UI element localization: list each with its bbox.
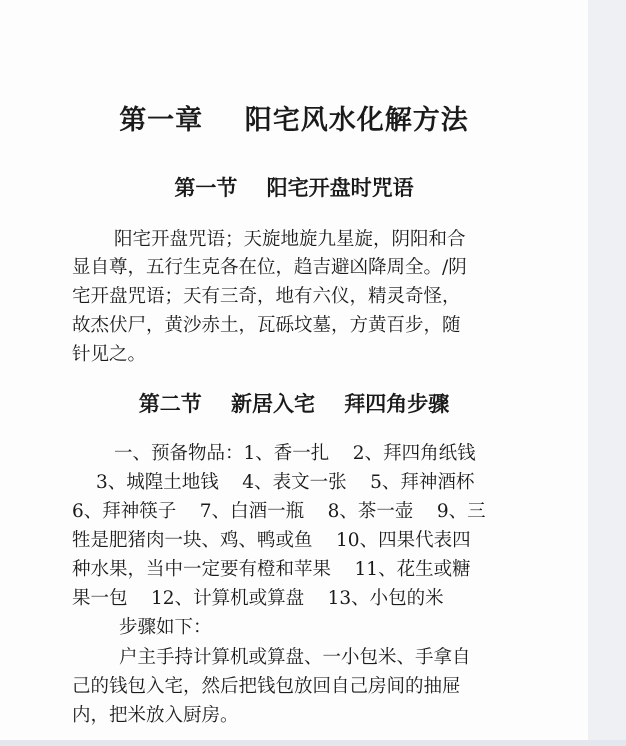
bottom-edge [0,740,626,746]
chapter-title: 第一章 阳宅风水化解方法 [119,105,469,136]
paragraph-line: 6、拜神筷子 7、白酒一瓶 8、茶一壶 9、三 [72,501,486,522]
paragraph-line: 果一包 12、计算机或算盘 13、小包的米 [72,588,444,609]
paragraph-line: 种水果，当中一定要有橙和苹果 11、花生或糖 [72,559,471,580]
paragraph-line: 户主手持计算机或算盘、一小包米、手拿自 [119,647,471,668]
paragraph-line: 阳宅开盘咒语；天旋地旋九星旋，阴阳和合 [114,229,466,250]
paragraph-line: 内，把米放入厨房。 [72,705,239,726]
section-title: 第二节 新居入宅 拜四角步骤 [138,391,450,416]
paragraph-line: 显自尊，五行生克各在位，趋吉避凶降周全。/阴 [72,257,467,278]
paragraph-line: 3、城隍土地钱 4、表文一张 5、拜神酒杯 [96,472,475,493]
page-margin [588,0,626,746]
paragraph-line: 针见之。 [72,344,147,365]
section-title: 第一节 阳宅开盘时咒语 [174,175,414,200]
paragraph-line: 故杰伏尸，黄沙赤土，瓦砾坟墓，方黄百步，随 [72,315,461,336]
paragraph-line: 牲是肥猪肉一块、鸡、鸭或鱼 10、四果代表四 [72,530,471,551]
paragraph-line: 步骤如下： [119,617,212,638]
paragraph-line: 一、预备物品：1、香一扎 2、拜四角纸钱 [114,443,476,464]
paragraph-line: 宅开盘咒语；天有三奇，地有六仪，精灵奇怪， [72,286,461,307]
paragraph-line: 己的钱包入宅，然后把钱包放回自己房间的抽屉 [72,676,461,697]
